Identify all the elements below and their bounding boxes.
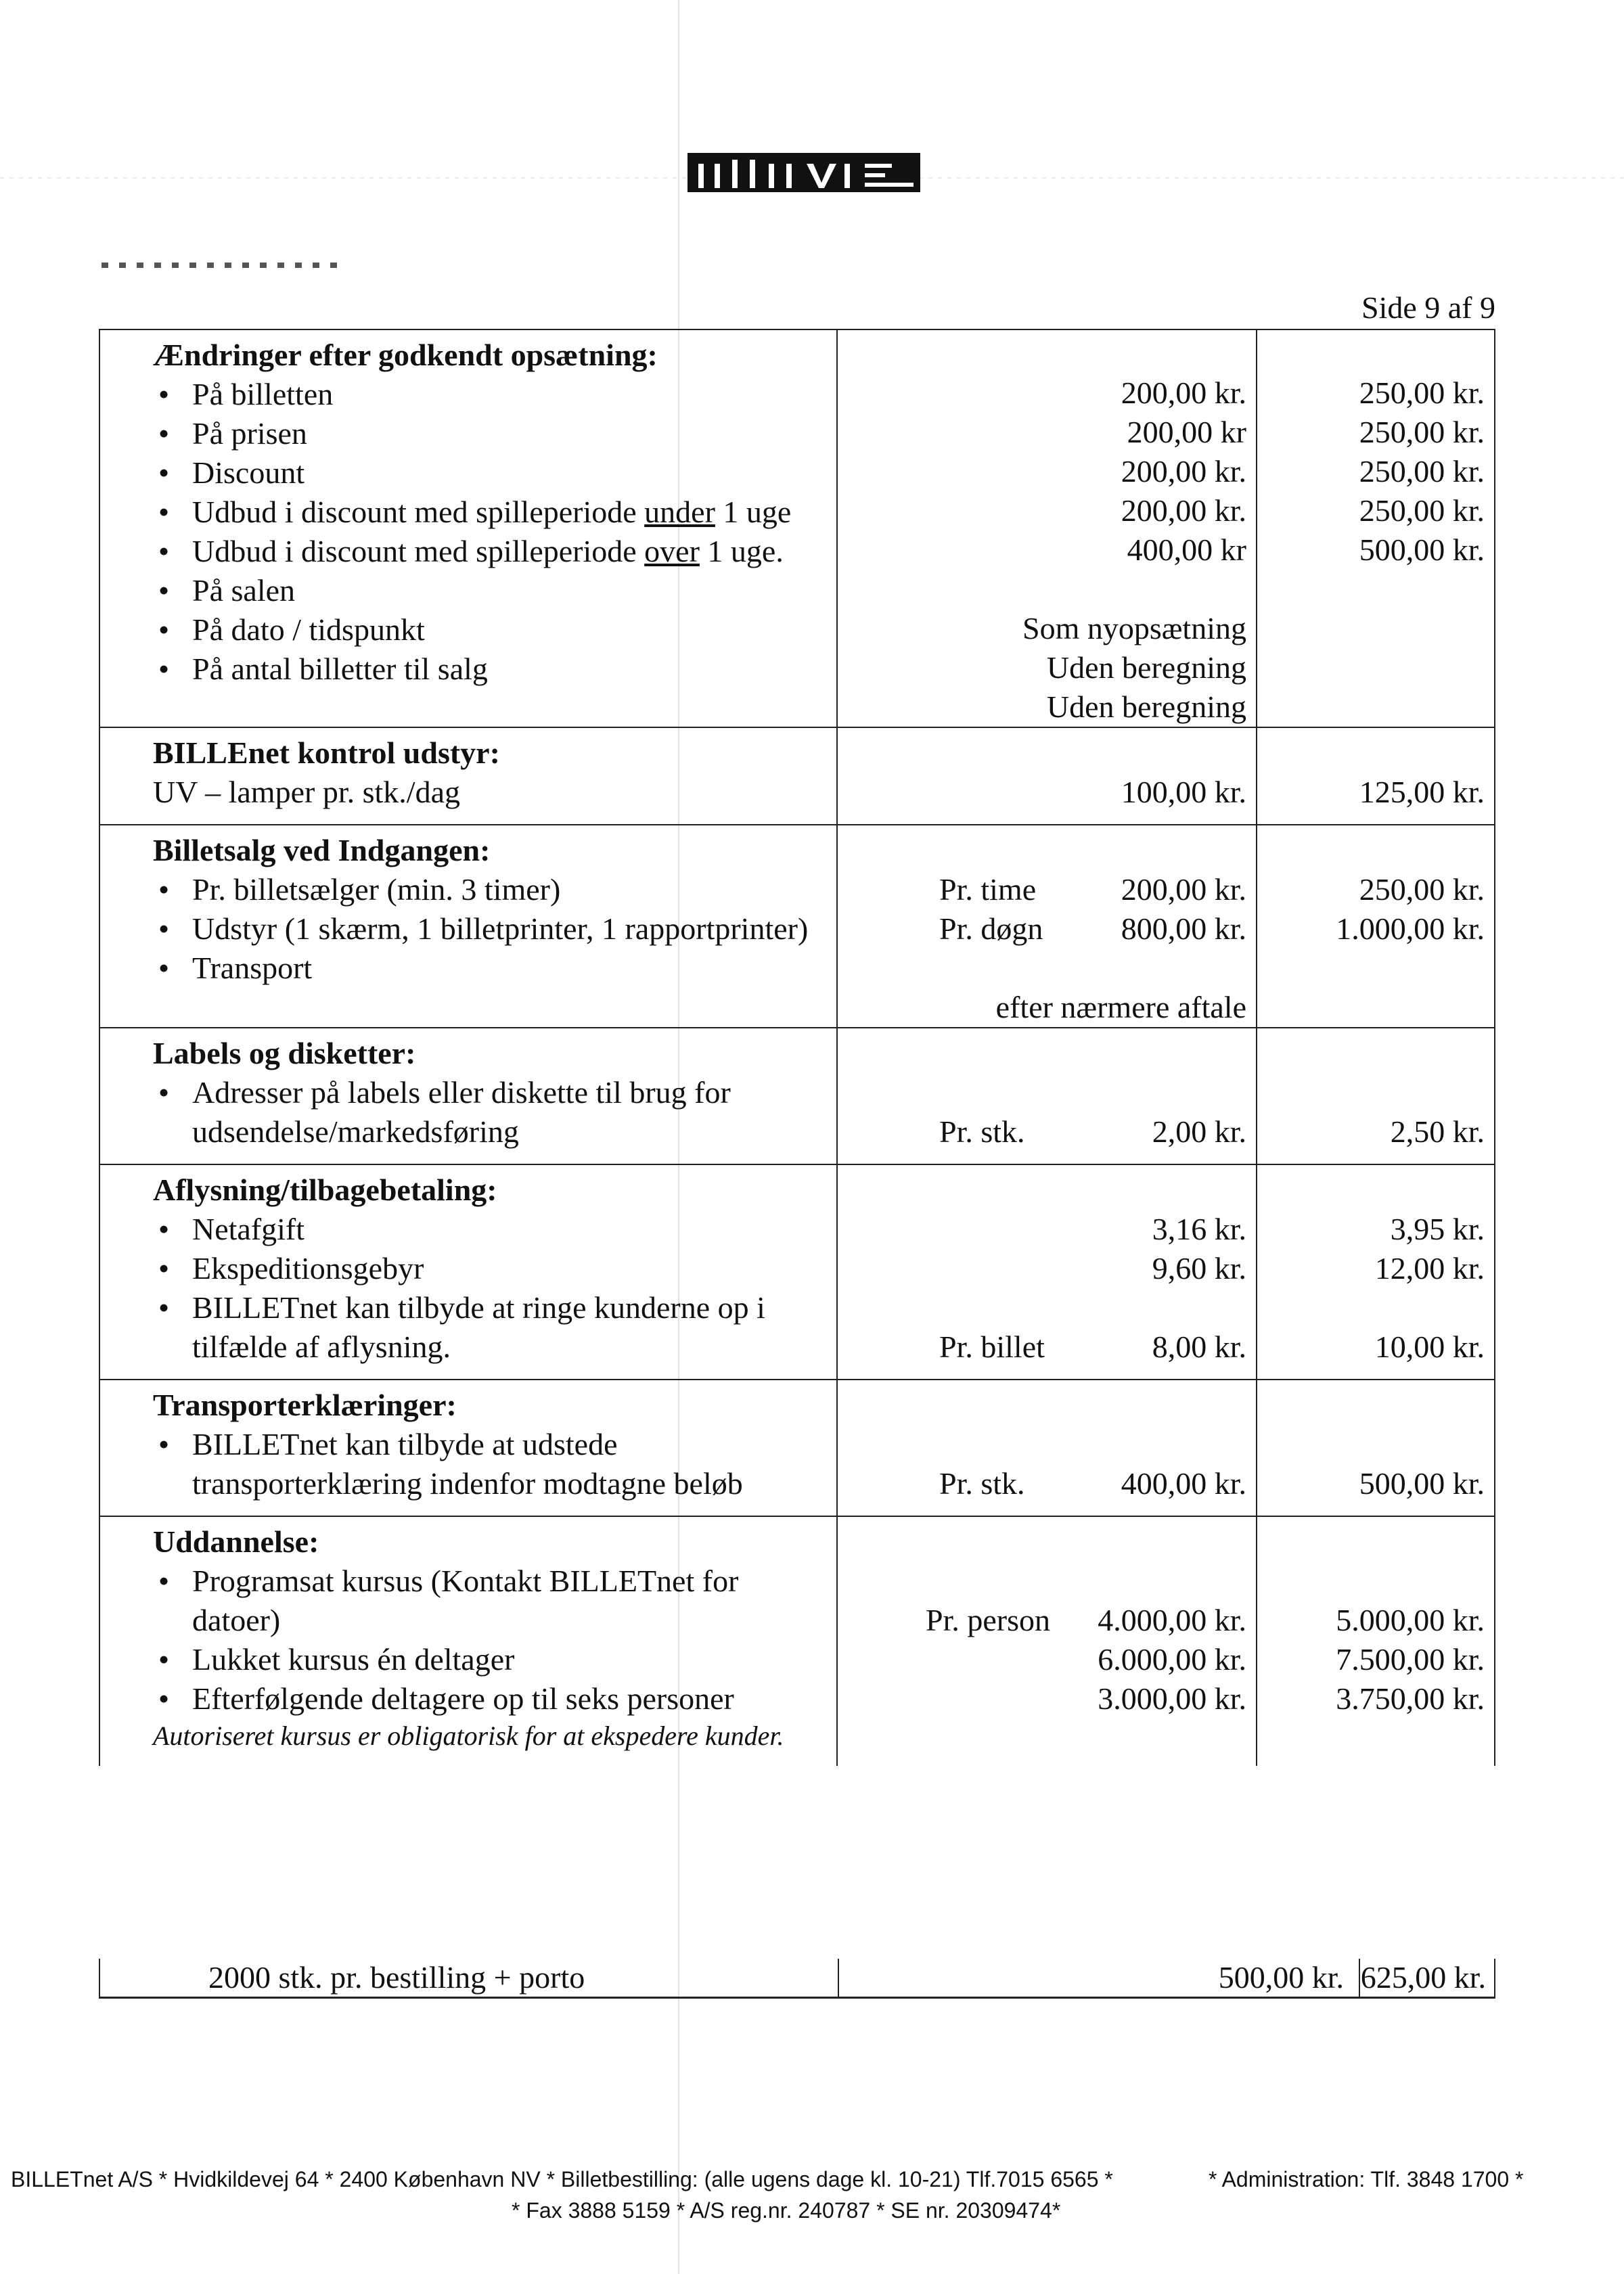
price-right-column xyxy=(1257,329,1495,727)
price-column xyxy=(837,1516,1257,1766)
item-list xyxy=(158,1073,830,1152)
price-value: 200,00 kr. xyxy=(1121,872,1246,907)
list-item: • På antal billetter til salg xyxy=(192,650,830,689)
section-title: Transporterklæringer: xyxy=(153,1388,457,1422)
list-item: • Udstyr (1 skærm, 1 billetprinter, 1 rapportprinter) xyxy=(192,909,830,949)
list-item: • Lukket kursus én deltager xyxy=(192,1640,830,1679)
section-title: Ændringer efter godkendt opsætning: xyxy=(153,338,658,372)
price-column xyxy=(837,727,1257,825)
price-right-column xyxy=(1257,1380,1495,1516)
billetnet-logo xyxy=(687,153,920,192)
price-right-column xyxy=(1257,825,1495,1028)
price-value: 400,00 kr xyxy=(1127,532,1246,567)
order-price-right: 625,00 kr. xyxy=(1360,1960,1486,1995)
price-line xyxy=(844,1112,1246,1152)
section-description xyxy=(99,329,837,727)
list-item: • På salen xyxy=(192,571,830,610)
list-item: • Programsat kursus (Kontakt BILLETnet for datoer) xyxy=(192,1562,830,1640)
section-row-control-equipment xyxy=(99,727,1495,825)
price-column xyxy=(837,1164,1257,1380)
price-right-value: 12,00 kr. xyxy=(1374,1251,1485,1286)
list-item: • BILLETnet kan tilbyde at udstede transporterklæring indenfor modtagne beløb xyxy=(192,1425,830,1503)
unit-label: Pr. person xyxy=(926,1603,1050,1637)
section-row-transport-declarations xyxy=(99,1380,1495,1516)
section-description xyxy=(99,727,837,825)
price-line xyxy=(844,909,1246,949)
price-column xyxy=(837,1380,1257,1516)
price-value: Uden beregning xyxy=(1046,689,1246,724)
course-note: Autoriseret kursus er obligatorisk for at ekspedere kunder. xyxy=(153,1721,784,1751)
list-item: • Udbud i discount med spilleperiode over 1 uge. xyxy=(192,532,830,571)
price-right-value: 250,00 kr. xyxy=(1359,376,1485,410)
price-value: 400,00 kr. xyxy=(1121,1466,1246,1501)
footer-company-line: BILLETnet A/S * Hvidkildevej 64 * 2400 København NV * Billetbestilling: (alle ugens dage kl. 10-21) Tlf.7015 6565 * xyxy=(11,2167,1113,2191)
list-item: • Netafgift xyxy=(192,1210,830,1249)
order-row xyxy=(99,1959,1495,1999)
price-column xyxy=(837,1028,1257,1164)
price-value: 8,00 kr. xyxy=(1152,1329,1246,1364)
price-value: 100,00 kr. xyxy=(1121,775,1246,809)
price-value: 200,00 kr. xyxy=(1121,454,1246,488)
price-value: 3,16 kr. xyxy=(1152,1212,1246,1246)
list-item: • Transport xyxy=(192,949,830,988)
item-list xyxy=(158,870,830,988)
section-row-cancellation xyxy=(99,1164,1495,1380)
list-item: • Discount xyxy=(192,453,830,493)
price-value: 6.000,00 kr. xyxy=(1098,1642,1246,1677)
price-value: Uden beregning xyxy=(1046,650,1246,685)
item-list xyxy=(158,1562,830,1719)
section-description xyxy=(99,1028,837,1164)
price-line xyxy=(844,1601,1246,1640)
price-right-column xyxy=(1257,727,1495,825)
list-item: • På prisen xyxy=(192,414,830,453)
price-line xyxy=(844,1327,1246,1367)
price-right-value: 125,00 kr. xyxy=(1359,775,1485,809)
price-value: 4.000,00 kr. xyxy=(1098,1603,1246,1637)
section-description xyxy=(99,1164,837,1380)
price-column xyxy=(837,329,1257,727)
price-right-value: 2,50 kr. xyxy=(1390,1114,1485,1149)
header-reference-mark xyxy=(102,263,338,268)
price-right-column xyxy=(1257,1516,1495,1766)
list-item: • Adresser på labels eller diskette til brug for udsendelse/markedsføring xyxy=(192,1073,830,1152)
section-title: Uddannelse: xyxy=(153,1524,319,1559)
list-item: • Udbud i discount med spilleperiode under 1 uge xyxy=(192,493,830,532)
footer-registration-line: * Fax 3888 5159 * A/S reg.nr. 240787 * SE nr. 20309474* xyxy=(512,2198,1061,2223)
unit-label: Pr. time xyxy=(939,872,1037,907)
price-right-value: 10,00 kr. xyxy=(1374,1329,1485,1364)
section-title: Labels og disketter: xyxy=(153,1036,416,1070)
price-right-value: 7.500,00 kr. xyxy=(1336,1642,1485,1677)
price-value: 3.000,00 kr. xyxy=(1098,1681,1246,1716)
price-right-value: 250,00 kr. xyxy=(1359,872,1485,907)
price-table xyxy=(99,329,1495,1766)
price-value: 200,00 kr. xyxy=(1121,376,1246,410)
price-column xyxy=(837,825,1257,1028)
list-item: • Efterfølgende deltagere op til seks personer xyxy=(192,1679,830,1719)
section-title: Aflysning/tilbagebetaling: xyxy=(153,1173,497,1207)
price-value: 200,00 kr. xyxy=(1121,493,1246,528)
price-right-value: 250,00 kr. xyxy=(1359,415,1485,449)
price-right-value: 1.000,00 kr. xyxy=(1336,911,1485,946)
page-number: Side 9 af 9 xyxy=(1361,290,1495,325)
section-description xyxy=(99,1380,837,1516)
list-item: • På dato / tidspunkt xyxy=(192,610,830,650)
price-right-column xyxy=(1257,1164,1495,1380)
transport-note: efter nærmere aftale xyxy=(995,990,1246,1024)
item-list xyxy=(158,1425,830,1503)
price-right-value: 250,00 kr. xyxy=(1359,493,1485,528)
unit-label: Pr. stk. xyxy=(939,1114,1025,1149)
list-item: • På billetten xyxy=(192,375,830,414)
unit-label: Pr. billet xyxy=(939,1329,1045,1364)
section-title: BILLEnet kontrol udstyr: xyxy=(153,735,500,770)
list-item: • Pr. billetsælger (min. 3 timer) xyxy=(192,870,830,909)
order-description: 2000 stk. pr. bestilling + porto xyxy=(208,1960,585,1995)
section-description xyxy=(99,825,837,1028)
price-right-value: 3,95 kr. xyxy=(1390,1212,1485,1246)
list-item: • BILLETnet kan tilbyde at ringe kunderne op i tilfælde af aflysning. xyxy=(192,1288,830,1367)
section-description xyxy=(99,1516,837,1766)
price-right-value: 3.750,00 kr. xyxy=(1336,1681,1485,1716)
column-divider xyxy=(1494,1959,1495,1997)
order-price-cell xyxy=(838,1959,1353,1997)
price-value: 2,00 kr. xyxy=(1152,1114,1246,1149)
price-line xyxy=(844,870,1246,909)
price-right-value: 500,00 kr. xyxy=(1359,1466,1485,1501)
section-title: Billetsalg ved Indgangen: xyxy=(153,833,491,867)
item-list xyxy=(158,375,830,689)
price-right-value: 5.000,00 kr. xyxy=(1336,1603,1485,1637)
price-value: 200,00 kr xyxy=(1127,415,1246,449)
unit-label: Pr. døgn xyxy=(939,911,1043,946)
section-row-changes xyxy=(99,329,1495,727)
order-price: 500,00 kr. xyxy=(1218,1960,1344,1995)
price-value: 9,60 kr. xyxy=(1152,1251,1246,1286)
price-right-value: 500,00 kr. xyxy=(1359,532,1485,567)
section-line: UV – lamper pr. stk./dag xyxy=(153,775,460,809)
price-value: 800,00 kr. xyxy=(1121,911,1246,946)
section-row-labels xyxy=(99,1028,1495,1164)
section-row-entrance-sales xyxy=(99,825,1495,1028)
column-divider xyxy=(1359,1959,1360,1997)
price-right-value: 250,00 kr. xyxy=(1359,454,1485,488)
price-right-column xyxy=(1257,1028,1495,1164)
list-item: • Ekspeditionsgebyr xyxy=(192,1249,830,1288)
item-list xyxy=(158,1210,830,1367)
price-value: Som nyopsætning xyxy=(1022,611,1246,645)
price-line xyxy=(844,1464,1246,1503)
unit-label: Pr. stk. xyxy=(939,1466,1025,1501)
footer-administration: * Administration: Tlf. 3848 1700 * xyxy=(1209,2167,1524,2191)
section-row-education xyxy=(99,1516,1495,1766)
